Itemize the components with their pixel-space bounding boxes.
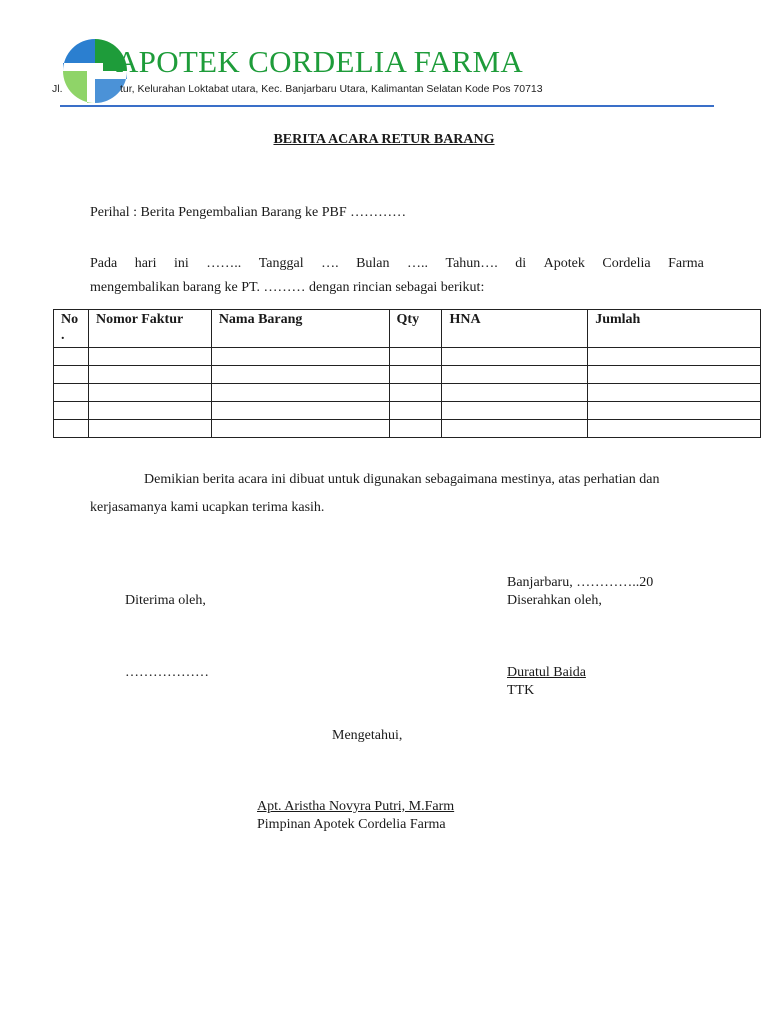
table-cell [54, 384, 89, 402]
intro-line-2: mengembalikan barang ke PT. ……… dengan rincian sebagai berikut: [90, 280, 485, 295]
intro-word: Tanggal [258, 256, 304, 271]
closing-paragraph [90, 466, 704, 522]
table-cell [54, 420, 89, 438]
table-cell [442, 420, 588, 438]
table-cell [88, 420, 211, 438]
table-cell [211, 402, 389, 420]
intro-word: …. [321, 256, 339, 271]
table-cell [54, 402, 89, 420]
table-cell [389, 402, 442, 420]
table-cell [588, 402, 761, 420]
intro-word: Cordelia [602, 256, 651, 271]
document-title [0, 132, 768, 148]
table-cell [88, 348, 211, 366]
table-cell [588, 420, 761, 438]
company-name: APOTEK CORDELIA FARMA [116, 44, 524, 79]
table-row [54, 366, 761, 384]
table-cell [389, 384, 442, 402]
table-cell [54, 348, 89, 366]
intro-paragraph [90, 256, 704, 296]
table-cell [211, 384, 389, 402]
table-cell [211, 420, 389, 438]
intro-word: di [515, 256, 527, 271]
intro-word: Pada [90, 256, 118, 271]
column-header-no: No . [54, 310, 89, 348]
table-cell [588, 348, 761, 366]
column-header-qty: Qty [389, 310, 442, 348]
table-row [54, 384, 761, 402]
table-cell [389, 420, 442, 438]
address-prefix: Jl. [52, 83, 63, 95]
intro-word: Farma [668, 256, 704, 271]
place-date: Banjarbaru, …………..20 [507, 575, 654, 590]
table-cell [588, 366, 761, 384]
address-text: tur, Kelurahan Loktabat utara, Kec. Banjarbaru Utara, Kalimantan Selatan Kode Pos 70713 [120, 83, 543, 95]
intro-word: ….. [407, 256, 429, 271]
intro-line-1 [90, 256, 704, 272]
document-title-text: BERITA ACARA RETUR BARANG [273, 132, 495, 147]
table-header-row [54, 310, 761, 348]
table-cell [442, 402, 588, 420]
table-cell [88, 384, 211, 402]
table-cell [54, 366, 89, 384]
return-items-table [53, 309, 761, 438]
receiver-signature-blank: ……………… [125, 665, 209, 680]
closing-line-1: Demikian berita acara ini dibuat untuk digunakan sebagaimana mestinya, atas perhatian dan [144, 472, 660, 487]
received-by-label: Diterima oleh, [125, 593, 206, 608]
table-row [54, 348, 761, 366]
head-role: Pimpinan Apotek Cordelia Farma [257, 817, 446, 832]
table-cell [88, 366, 211, 384]
closing-line-2: kerjasamanya kami ucapkan terima kasih. [90, 500, 325, 515]
intro-word: Bulan [356, 256, 390, 271]
table-row [54, 402, 761, 420]
table-cell [442, 384, 588, 402]
submitter-name: Duratul Baida [507, 665, 586, 680]
column-header-invoice-number: Nomor Faktur [88, 310, 211, 348]
table-cell [389, 366, 442, 384]
table-cell [442, 366, 588, 384]
acknowledged-label: Mengetahui, [332, 728, 403, 743]
intro-word: …….. [206, 256, 242, 271]
intro-word: Apotek [543, 256, 585, 271]
table-cell [588, 384, 761, 402]
table-cell [389, 348, 442, 366]
header-divider [60, 105, 714, 107]
intro-word: ini [173, 256, 189, 271]
subject-line: Perihal : Berita Pengembalian Barang ke PBF ………… [90, 205, 407, 220]
column-header-hna: HNA [442, 310, 588, 348]
table-cell [211, 366, 389, 384]
intro-word: Tahun…. [445, 256, 498, 271]
table-cell [88, 402, 211, 420]
column-header-item-name: Nama Barang [211, 310, 389, 348]
table-cell [211, 348, 389, 366]
submitted-by-label: Diserahkan oleh, [507, 593, 602, 608]
table-row [54, 420, 761, 438]
head-name: Apt. Aristha Novyra Putri, M.Farm [257, 799, 455, 814]
intro-word: hari [134, 256, 157, 271]
table-cell [442, 348, 588, 366]
column-header-total: Jumlah [588, 310, 761, 348]
submitter-role: TTK [507, 683, 535, 698]
